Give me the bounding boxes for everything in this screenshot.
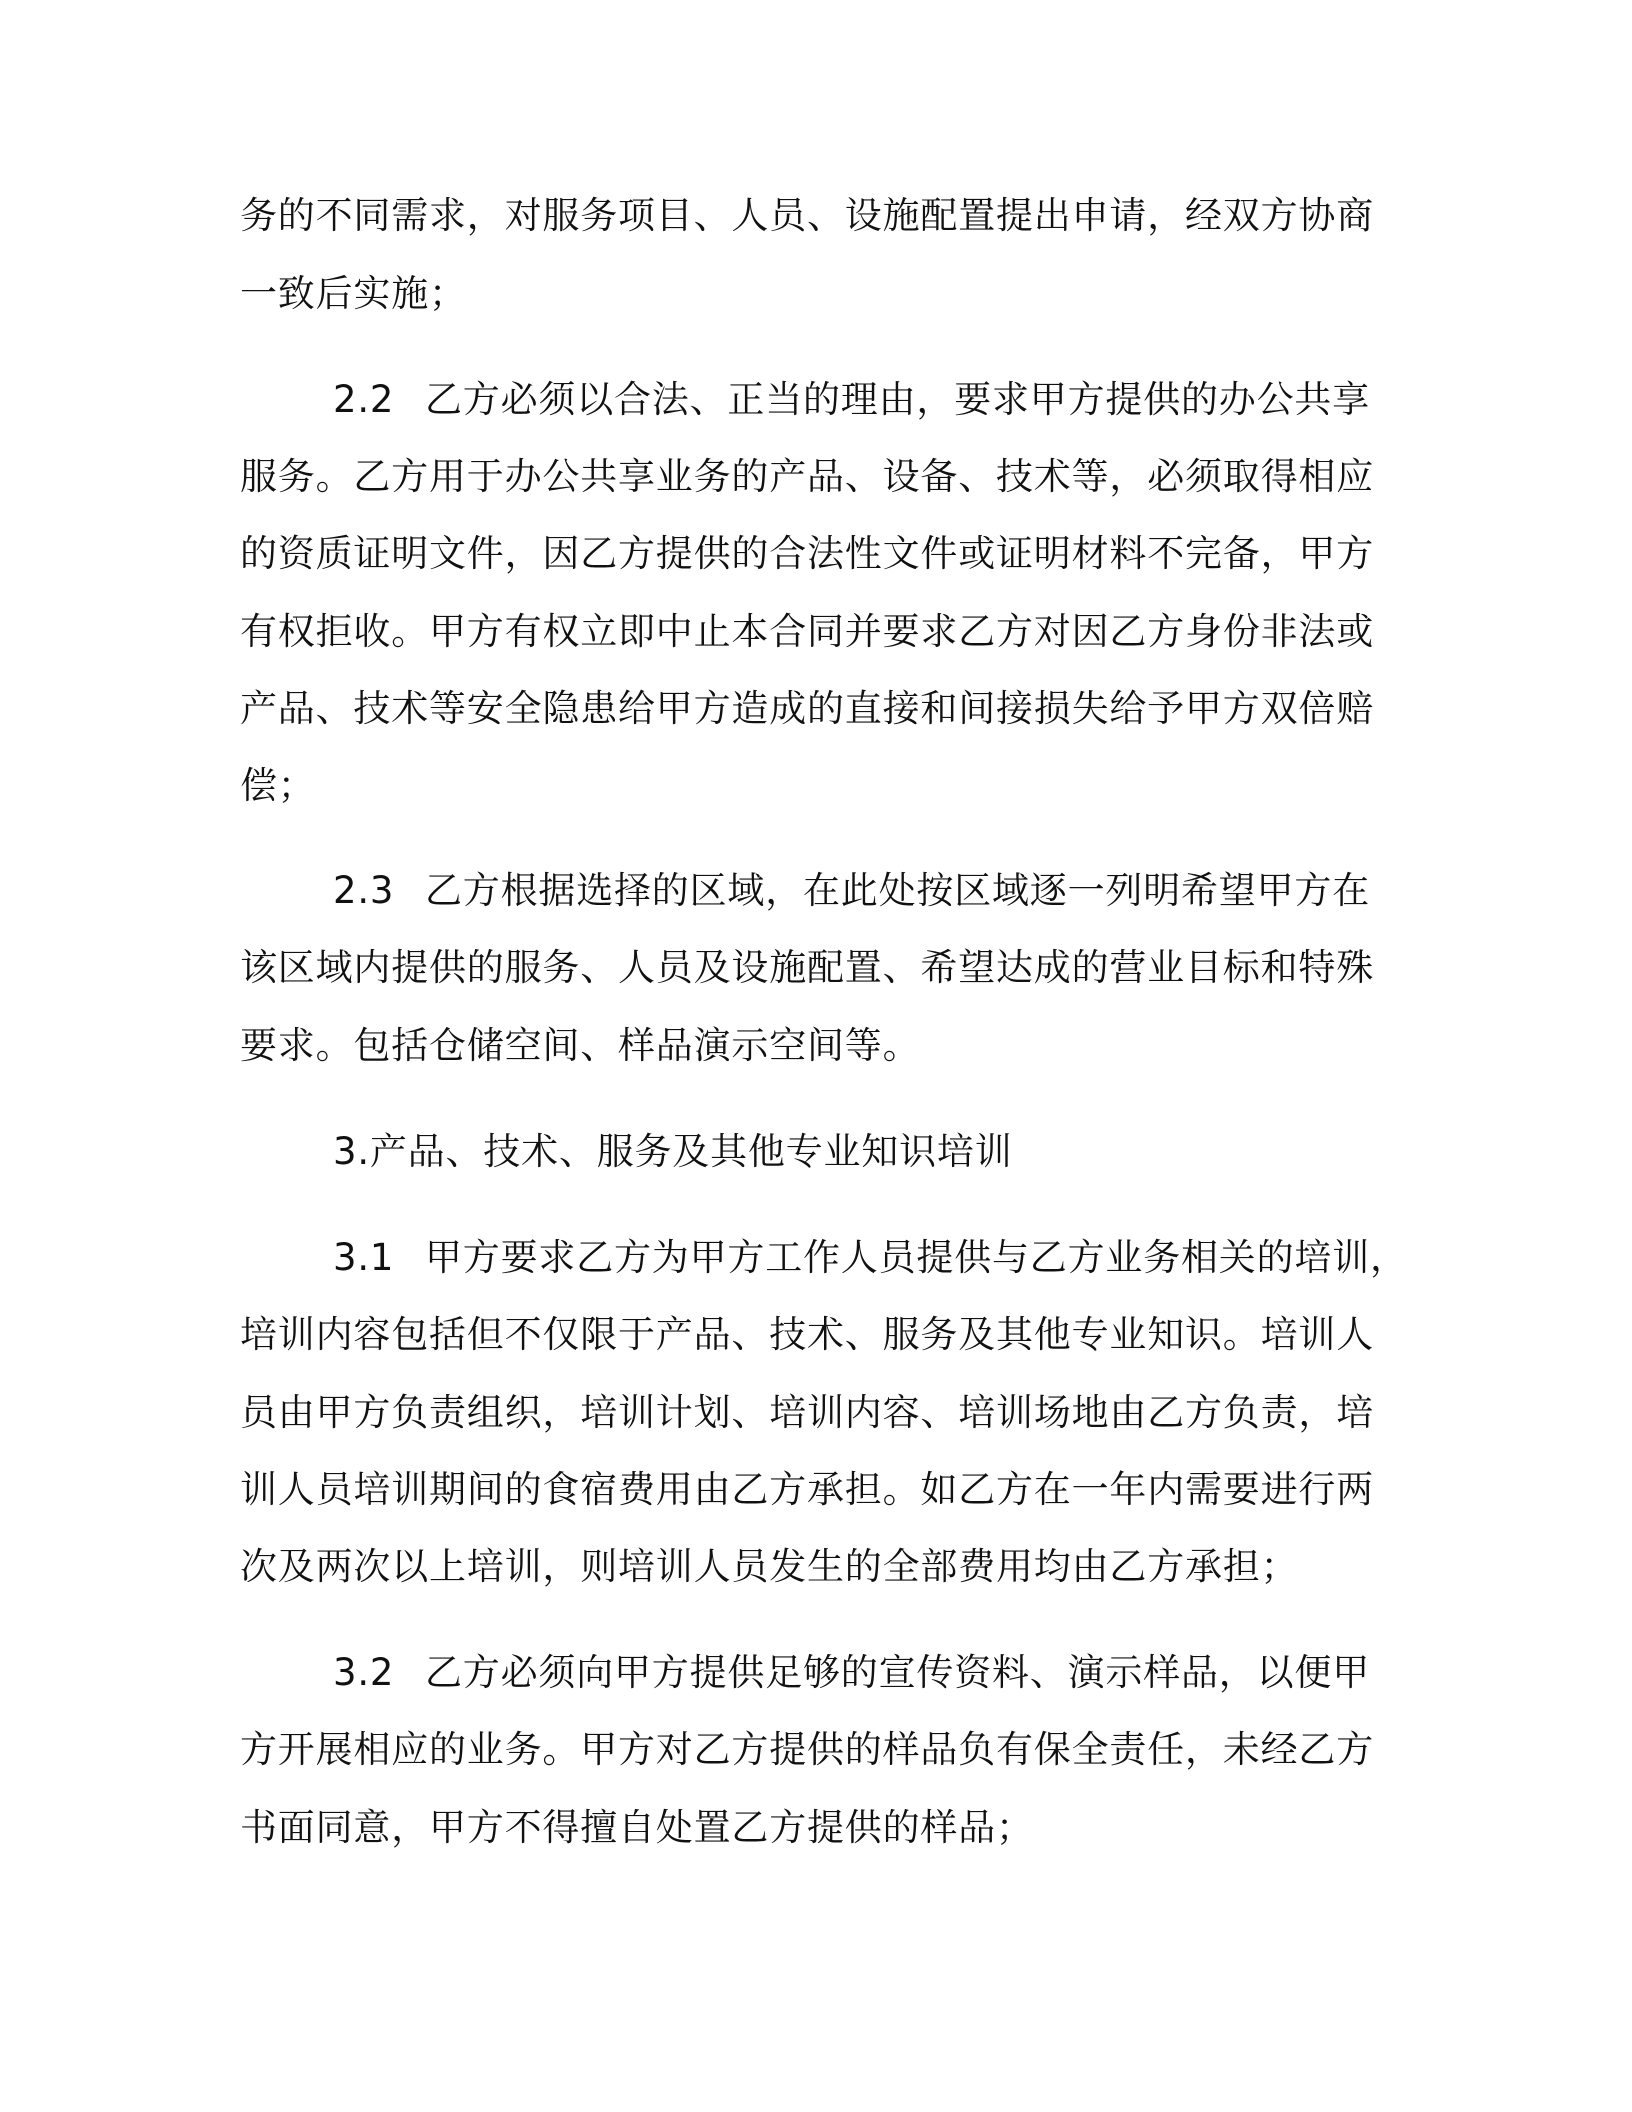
paragraph-text-line: 培训内容包括但不仅限于产品、技术、服务及其他专业知识。培训人 bbox=[240, 1313, 1374, 1356]
clause-text: 甲方要求乙方为甲方工作人员提供与乙方业务相关的培训， bbox=[425, 1236, 1408, 1279]
paragraph-text-line: 有权拒收。甲方有权立即中止本合同并要求乙方对因乙方身份非法或 bbox=[240, 610, 1374, 653]
clause-number: 3.2 bbox=[333, 1651, 395, 1694]
paragraph-text-line: 服务。乙方用于办公共享业务的产品、设备、技术等，必须取得相应 bbox=[240, 455, 1374, 498]
paragraph-text-line: 书面同意，甲方不得擅自处置乙方提供的样品； bbox=[240, 1806, 1034, 1849]
paragraph-text-line: 该区域内提供的服务、人员及设施配置、希望达成的营业目标和特殊 bbox=[240, 946, 1374, 989]
clause-text: 乙方必须向甲方提供足够的宣传资料、演示样品，以便甲 bbox=[425, 1651, 1370, 1694]
paragraph-text-line: 一致后实施； bbox=[240, 272, 467, 315]
clause-3-1-first-line bbox=[333, 1234, 1408, 1282]
paragraph-text-line: 产品、技术等安全隐患给甲方造成的直接和间接损失给予甲方双倍赔 bbox=[240, 687, 1374, 730]
paragraph-text-line: 次及两次以上培训，则培训人员发生的全部费用均由乙方承担； bbox=[240, 1545, 1299, 1588]
clause-number: 2.3 bbox=[333, 869, 395, 912]
clause-number: 3.1 bbox=[333, 1236, 395, 1279]
clause-number: 2.2 bbox=[333, 378, 395, 421]
paragraph-text-line: 员由甲方负责组织，培训计划、培训内容、培训场地由乙方负责，培 bbox=[240, 1391, 1374, 1434]
paragraph-text-line: 要求。包括仓储空间、样品演示空间等。 bbox=[240, 1024, 921, 1067]
paragraph-text-line: 方开展相应的业务。甲方对乙方提供的样品负有保全责任，未经乙方 bbox=[240, 1728, 1374, 1771]
paragraph-text-line: 偿； bbox=[240, 764, 316, 807]
clause-2-3-first-line bbox=[333, 867, 1370, 915]
clause-text: 乙方根据选择的区域，在此处按区域逐一列明希望甲方在 bbox=[425, 869, 1370, 912]
clause-2-2-first-line bbox=[333, 376, 1370, 424]
clause-3-2-first-line bbox=[333, 1649, 1370, 1697]
clause-text: 乙方必须以合法、正当的理由，要求甲方提供的办公共享 bbox=[425, 378, 1370, 421]
paragraph-text-line: 训人员培训期间的食宿费用由乙方承担。如乙方在一年内需要进行两 bbox=[240, 1468, 1374, 1511]
paragraph-text-line: 务的不同需求，对服务项目、人员、设施配置提出申请，经双方协商 bbox=[240, 194, 1374, 237]
section-heading: 3.产品、技术、服务及其他专业知识培训 bbox=[333, 1130, 1013, 1173]
paragraph-text-line: 的资质证明文件，因乙方提供的合法性文件或证明材料不完备，甲方 bbox=[240, 532, 1374, 575]
